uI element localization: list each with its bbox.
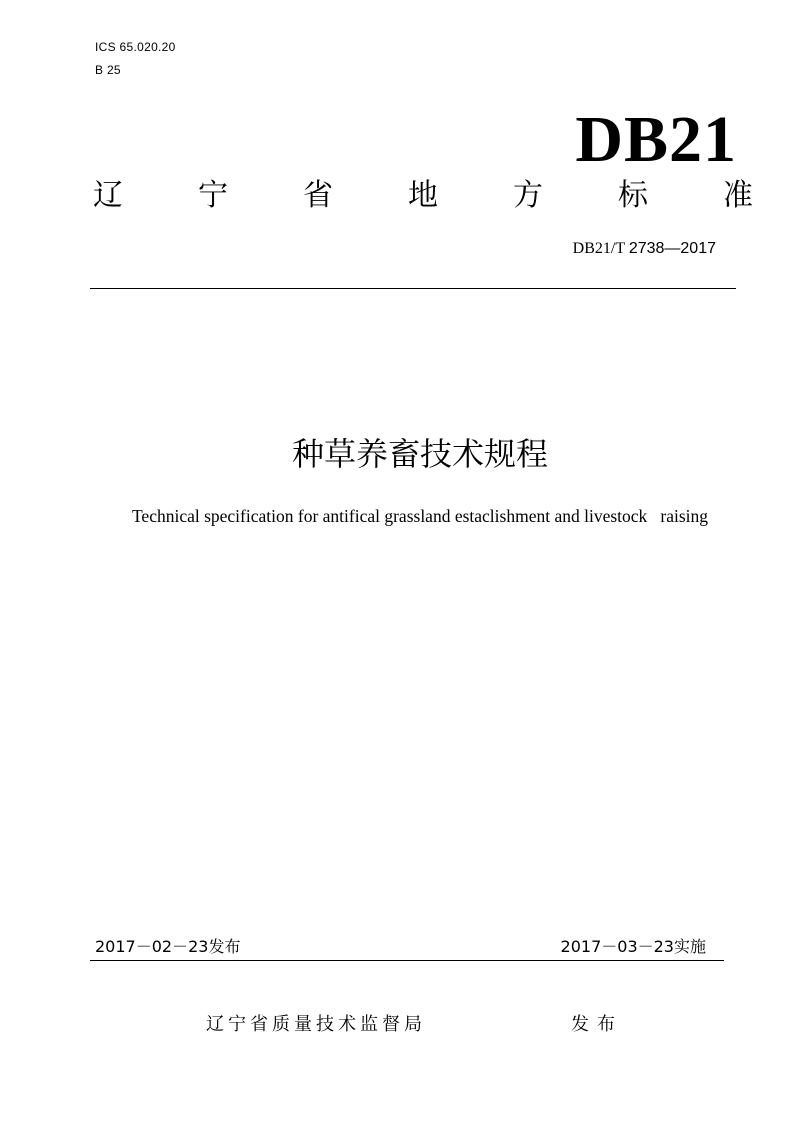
standard-code-number: 2738—2017 xyxy=(628,240,716,257)
issuing-authority: 辽宁省质量技术监督局 xyxy=(206,1014,426,1035)
footer-divider xyxy=(90,960,724,961)
standard-name-char: 标 xyxy=(618,178,648,213)
document-title-english: Technical specification for antifical grassland estaclishment and livestock raising xyxy=(131,506,709,526)
implementation-date: 2017－03－23实施 xyxy=(560,937,706,956)
ics-code: ICS 65.020.20 xyxy=(95,40,176,54)
standard-code xyxy=(573,240,716,258)
standard-mark: DB21 xyxy=(575,103,737,176)
publish-label: 发布 xyxy=(571,1014,623,1035)
standard-type-name xyxy=(93,176,753,216)
standard-name-char: 省 xyxy=(303,178,333,213)
issue-date: 2017－02－23发布 xyxy=(95,937,241,956)
standard-name-char: 宁 xyxy=(198,178,228,213)
standard-name-char: 地 xyxy=(408,178,438,213)
standard-name-char: 准 xyxy=(723,178,753,213)
standard-code-prefix: DB21/T xyxy=(572,240,625,257)
standard-name-char: 辽 xyxy=(93,178,123,213)
header-divider xyxy=(90,288,736,289)
standard-name-char: 方 xyxy=(513,178,543,213)
classification-code: B 25 xyxy=(95,63,121,77)
document-title-chinese: 种草养畜技术规程 xyxy=(291,435,548,473)
